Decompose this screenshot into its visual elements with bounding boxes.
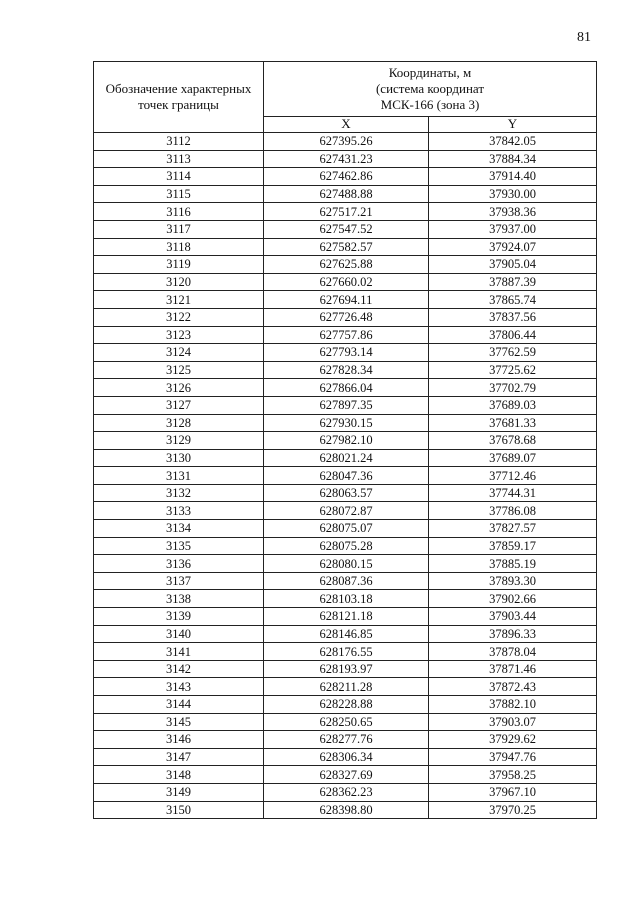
x-coordinate-cell: 628146.85: [264, 625, 429, 643]
point-id-cell: 3124: [94, 344, 264, 362]
x-coordinate-cell: 628072.87: [264, 502, 429, 520]
x-column-header: X: [264, 116, 429, 132]
table-row: [94, 326, 597, 344]
y-coordinate-cell: 37930.00: [429, 185, 597, 203]
y-coordinate-cell: 37896.33: [429, 625, 597, 643]
x-coordinate-cell: 627395.26: [264, 133, 429, 151]
table-row: [94, 484, 597, 502]
y-coordinate-cell: 37865.74: [429, 291, 597, 309]
x-coordinate-cell: 627488.88: [264, 185, 429, 203]
table-row: [94, 432, 597, 450]
table-row: [94, 273, 597, 291]
coords-header-line3: МСК-166 (зона 3): [380, 96, 480, 112]
table-row: [94, 766, 597, 784]
point-id-cell: 3119: [94, 256, 264, 274]
point-id-cell: 3149: [94, 783, 264, 801]
x-coordinate-cell: 627660.02: [264, 273, 429, 291]
point-id-cell: 3114: [94, 168, 264, 186]
coordinates-table: [93, 61, 597, 819]
point-id-cell: 3132: [94, 484, 264, 502]
x-coordinate-cell: 628306.34: [264, 748, 429, 766]
table-row: [94, 660, 597, 678]
point-id-cell: 3136: [94, 555, 264, 573]
y-coordinate-cell: 37903.07: [429, 713, 597, 731]
table-row: [94, 133, 597, 151]
point-id-cell: 3129: [94, 432, 264, 450]
point-id-cell: 3113: [94, 150, 264, 168]
x-coordinate-cell: 628277.76: [264, 731, 429, 749]
x-coordinate-cell: 628063.57: [264, 484, 429, 502]
point-id-cell: 3131: [94, 467, 264, 485]
point-id-cell: 3120: [94, 273, 264, 291]
x-coordinate-cell: 627930.15: [264, 414, 429, 432]
y-coordinate-cell: 37806.44: [429, 326, 597, 344]
point-id-cell: 3141: [94, 643, 264, 661]
table-row: [94, 168, 597, 186]
point-id-cell: 3125: [94, 361, 264, 379]
x-coordinate-cell: 627582.57: [264, 238, 429, 256]
point-id-cell: 3135: [94, 537, 264, 555]
x-coordinate-cell: 628080.15: [264, 555, 429, 573]
y-coordinate-cell: 37887.39: [429, 273, 597, 291]
point-id-cell: 3112: [94, 133, 264, 151]
y-coordinate-cell: 37702.79: [429, 379, 597, 397]
table-row: [94, 783, 597, 801]
y-coordinate-cell: 37786.08: [429, 502, 597, 520]
table-row: [94, 203, 597, 221]
x-coordinate-cell: 628087.36: [264, 572, 429, 590]
y-coordinate-cell: 37885.19: [429, 555, 597, 573]
x-coordinate-cell: 628211.28: [264, 678, 429, 696]
table-body: [94, 133, 597, 819]
y-coordinate-cell: 37762.59: [429, 344, 597, 362]
table-row: [94, 414, 597, 432]
y-coordinate-cell: 37744.31: [429, 484, 597, 502]
x-coordinate-cell: 628250.65: [264, 713, 429, 731]
x-coordinate-cell: 628121.18: [264, 608, 429, 626]
point-id-cell: 3115: [94, 185, 264, 203]
point-id-cell: 3134: [94, 520, 264, 538]
table-row: [94, 731, 597, 749]
point-id-cell: 3146: [94, 731, 264, 749]
point-id-cell: 3147: [94, 748, 264, 766]
x-coordinate-cell: 627866.04: [264, 379, 429, 397]
point-id-cell: 3143: [94, 678, 264, 696]
table-row: [94, 696, 597, 714]
y-coordinate-cell: 37678.68: [429, 432, 597, 450]
point-id-cell: 3116: [94, 203, 264, 221]
table-row: [94, 344, 597, 362]
table-row: [94, 748, 597, 766]
table-row: [94, 185, 597, 203]
table-row: [94, 379, 597, 397]
point-id-cell: 3137: [94, 572, 264, 590]
point-id-cell: 3128: [94, 414, 264, 432]
coords-header-line1: Координаты, м: [388, 64, 472, 80]
y-coordinate-cell: 37882.10: [429, 696, 597, 714]
x-coordinate-cell: 628398.80: [264, 801, 429, 819]
point-id-cell: 3148: [94, 766, 264, 784]
y-coordinate-cell: 37938.36: [429, 203, 597, 221]
x-coordinate-cell: 628103.18: [264, 590, 429, 608]
x-coordinate-cell: 627431.23: [264, 150, 429, 168]
points-label-header: Обозначение характерных точек границы: [94, 62, 264, 133]
y-coordinate-cell: 37712.46: [429, 467, 597, 485]
page-number: 81: [577, 30, 591, 45]
point-id-cell: 3140: [94, 625, 264, 643]
x-coordinate-cell: 628075.07: [264, 520, 429, 538]
x-coordinate-cell: 627694.11: [264, 291, 429, 309]
point-id-cell: 3130: [94, 449, 264, 467]
point-id-cell: 3123: [94, 326, 264, 344]
table-row: [94, 608, 597, 626]
x-coordinate-cell: 627897.35: [264, 396, 429, 414]
point-id-cell: 3127: [94, 396, 264, 414]
y-coordinate-cell: 37878.04: [429, 643, 597, 661]
y-coordinate-cell: 37967.10: [429, 783, 597, 801]
table-row: [94, 590, 597, 608]
y-coordinate-cell: 37689.07: [429, 449, 597, 467]
table-row: [94, 572, 597, 590]
y-coordinate-cell: 37970.25: [429, 801, 597, 819]
table-row: [94, 449, 597, 467]
point-id-cell: 3121: [94, 291, 264, 309]
x-coordinate-cell: 627828.34: [264, 361, 429, 379]
y-coordinate-cell: 37872.43: [429, 678, 597, 696]
table-row: [94, 238, 597, 256]
y-coordinate-cell: 37859.17: [429, 537, 597, 555]
x-coordinate-cell: 627757.86: [264, 326, 429, 344]
x-coordinate-cell: 627517.21: [264, 203, 429, 221]
table-row: [94, 643, 597, 661]
y-coordinate-cell: 37924.07: [429, 238, 597, 256]
table-row: [94, 502, 597, 520]
point-id-cell: 3150: [94, 801, 264, 819]
x-coordinate-cell: 628228.88: [264, 696, 429, 714]
y-coordinate-cell: 37893.30: [429, 572, 597, 590]
point-id-cell: 3118: [94, 238, 264, 256]
y-coordinate-cell: 37929.62: [429, 731, 597, 749]
x-coordinate-cell: 627726.48: [264, 308, 429, 326]
coords-header-line2: (система координат: [375, 80, 485, 96]
table-row: [94, 625, 597, 643]
y-coordinate-cell: 37902.66: [429, 590, 597, 608]
table-row: [94, 396, 597, 414]
x-coordinate-cell: 627547.52: [264, 220, 429, 238]
table-header: [94, 62, 597, 133]
point-id-cell: 3142: [94, 660, 264, 678]
y-coordinate-cell: 37958.25: [429, 766, 597, 784]
y-coordinate-cell: 37842.05: [429, 133, 597, 151]
table-row: [94, 467, 597, 485]
y-coordinate-cell: 37905.04: [429, 256, 597, 274]
table-row: [94, 150, 597, 168]
x-coordinate-cell: 628047.36: [264, 467, 429, 485]
y-coordinate-cell: 37837.56: [429, 308, 597, 326]
x-coordinate-cell: 628327.69: [264, 766, 429, 784]
y-coordinate-cell: 37689.03: [429, 396, 597, 414]
x-coordinate-cell: 627982.10: [264, 432, 429, 450]
y-coordinate-cell: 37947.76: [429, 748, 597, 766]
table-row: [94, 713, 597, 731]
y-coordinate-cell: 37871.46: [429, 660, 597, 678]
point-id-cell: 3139: [94, 608, 264, 626]
table-row: [94, 291, 597, 309]
table-row: [94, 220, 597, 238]
y-coordinate-cell: 37937.00: [429, 220, 597, 238]
y-coordinate-cell: 37884.34: [429, 150, 597, 168]
y-coordinate-cell: 37903.44: [429, 608, 597, 626]
table-row: [94, 308, 597, 326]
x-coordinate-cell: 627625.88: [264, 256, 429, 274]
table-row: [94, 520, 597, 538]
table-row: [94, 537, 597, 555]
point-id-cell: 3145: [94, 713, 264, 731]
point-id-cell: 3126: [94, 379, 264, 397]
point-id-cell: 3117: [94, 220, 264, 238]
y-column-header: Y: [429, 116, 597, 132]
point-id-cell: 3144: [94, 696, 264, 714]
x-coordinate-cell: 627462.86: [264, 168, 429, 186]
point-id-cell: 3122: [94, 308, 264, 326]
y-coordinate-cell: 37681.33: [429, 414, 597, 432]
table-row: [94, 678, 597, 696]
y-coordinate-cell: 37827.57: [429, 520, 597, 538]
coordinates-header: [264, 62, 597, 117]
x-coordinate-cell: 628362.23: [264, 783, 429, 801]
x-coordinate-cell: 628075.28: [264, 537, 429, 555]
point-id-cell: 3133: [94, 502, 264, 520]
table-row: [94, 361, 597, 379]
table-row: [94, 801, 597, 819]
y-coordinate-cell: 37914.40: [429, 168, 597, 186]
x-coordinate-cell: 627793.14: [264, 344, 429, 362]
table-row: [94, 555, 597, 573]
point-id-cell: 3138: [94, 590, 264, 608]
table-row: [94, 256, 597, 274]
y-coordinate-cell: 37725.62: [429, 361, 597, 379]
x-coordinate-cell: 628176.55: [264, 643, 429, 661]
x-coordinate-cell: 628193.97: [264, 660, 429, 678]
x-coordinate-cell: 628021.24: [264, 449, 429, 467]
